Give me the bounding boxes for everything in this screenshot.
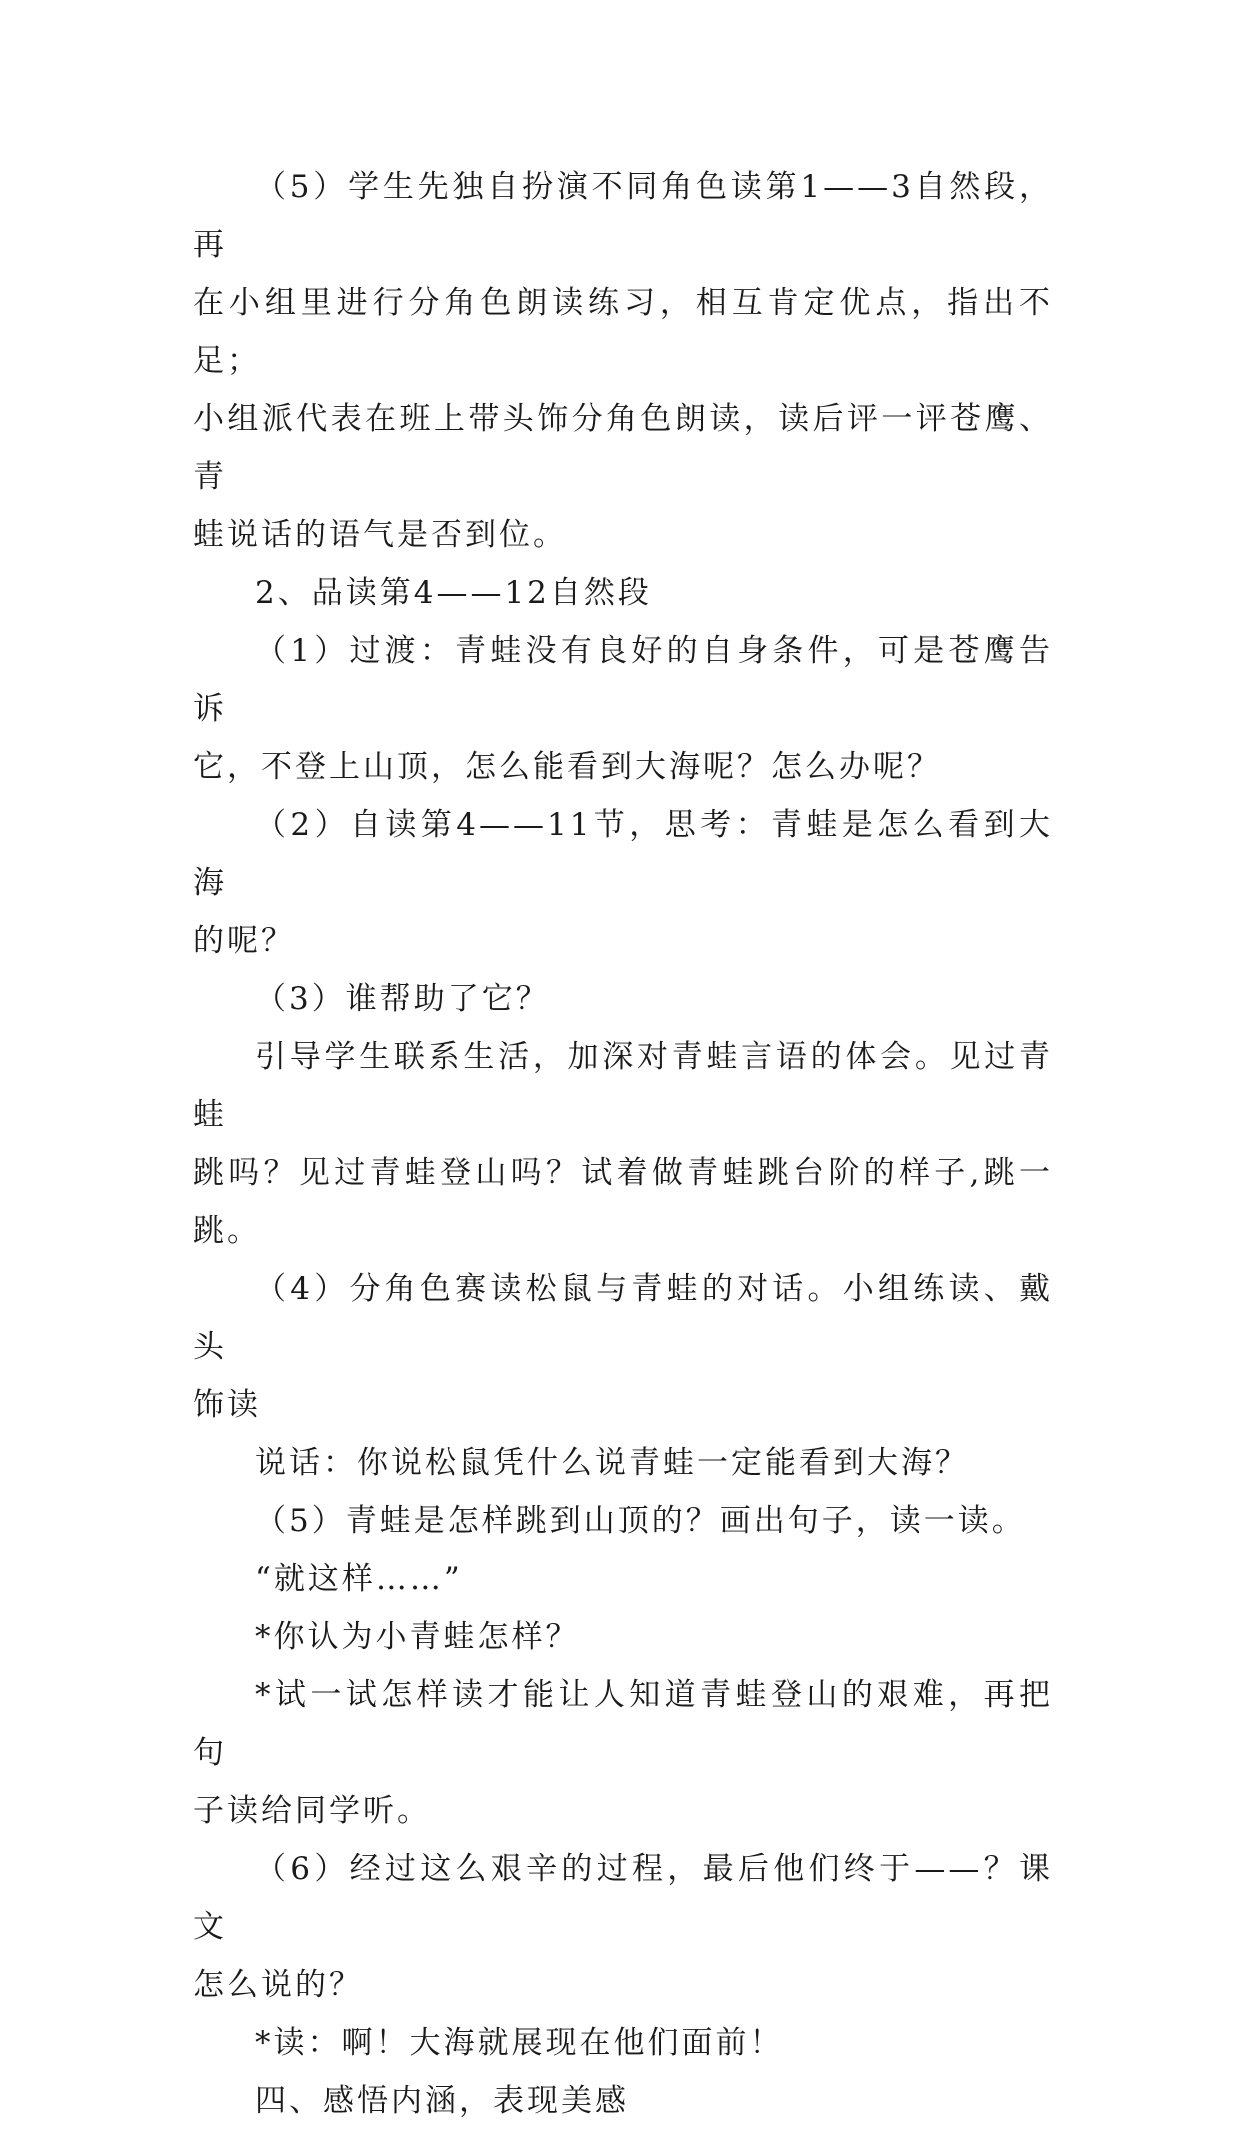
text-line: 引导学生联系生活，加深对青蛙言语的体会。见过青蛙 <box>193 1039 1053 1133</box>
paragraph <box>193 1028 1053 1260</box>
text-line: 蛙说话的语气是否到位。 <box>193 517 567 553</box>
paragraph <box>193 1492 1053 1550</box>
paragraph <box>193 1666 1053 1840</box>
paragraph <box>193 1260 1053 1434</box>
text-line: *试一试怎样读才能让人知道青蛙登山的艰难，再把句 <box>193 1677 1053 1771</box>
text-line: （4）分角色赛读松鼠与青蛙的对话。小组练读、戴头 <box>193 1271 1053 1365</box>
paragraph <box>193 2014 1053 2072</box>
section-heading: 四、感悟内涵，表现美感 <box>255 2083 629 2119</box>
text-line: 它，不登上山顶，怎么能看到大海呢？怎么办呢？ <box>193 749 941 785</box>
text-line: （6）经过这么艰辛的过程，最后他们终于——？课文 <box>193 1851 1053 1945</box>
paragraph <box>193 1550 1053 1608</box>
text-line: 在小组里进行分角色朗读练习，相互肯定优点，指出不足； <box>193 285 1053 379</box>
text-line: （5）学生先独自扮演不同角色读第1——3自然段，再 <box>193 169 1053 263</box>
paragraph <box>193 2072 1053 2130</box>
text-line: 说话：你说松鼠凭什么说青蛙一定能看到大海？ <box>255 1445 969 1481</box>
text-line: 怎么说的？ <box>193 1967 363 2003</box>
text-line: *你认为小青蛙怎样？ <box>255 1619 580 1655</box>
section-heading: 2、品读第4——12自然段 <box>255 575 652 611</box>
text-line: （1）过渡：青蛙没有良好的自身条件，可是苍鹰告诉 <box>193 633 1053 727</box>
text-line: 小组派代表在班上带头饰分角色朗读，读后评一评苍鹰、青 <box>193 401 1053 495</box>
paragraph <box>193 158 1053 564</box>
paragraph <box>193 1608 1053 1666</box>
text-line: 饰读 <box>193 1387 261 1423</box>
paragraph <box>193 1840 1053 2014</box>
text-line: 子读给同学听。 <box>193 1793 431 1829</box>
text-line: 跳吗？见过青蛙登山吗？试着做青蛙跳台阶的样子,跳一跳。 <box>193 1155 1053 1249</box>
text-line: 的呢？ <box>193 923 295 959</box>
text-line: （5）青蛙是怎样跳到山顶的？画出句子，读一读。 <box>255 1503 1026 1539</box>
paragraph <box>193 970 1053 1028</box>
paragraph <box>193 1434 1053 1492</box>
text-line: （2）自读第4——11节，思考：青蛙是怎么看到大海 <box>193 807 1054 901</box>
text-line: “就这样……” <box>255 1561 463 1597</box>
text-line: *读：啊！大海就展现在他们面前！ <box>255 2025 784 2061</box>
document-body <box>193 158 1053 2130</box>
paragraph <box>193 796 1053 970</box>
paragraph <box>193 622 1053 796</box>
paragraph <box>193 564 1053 622</box>
text-line: （3）谁帮助了它？ <box>255 981 550 1017</box>
